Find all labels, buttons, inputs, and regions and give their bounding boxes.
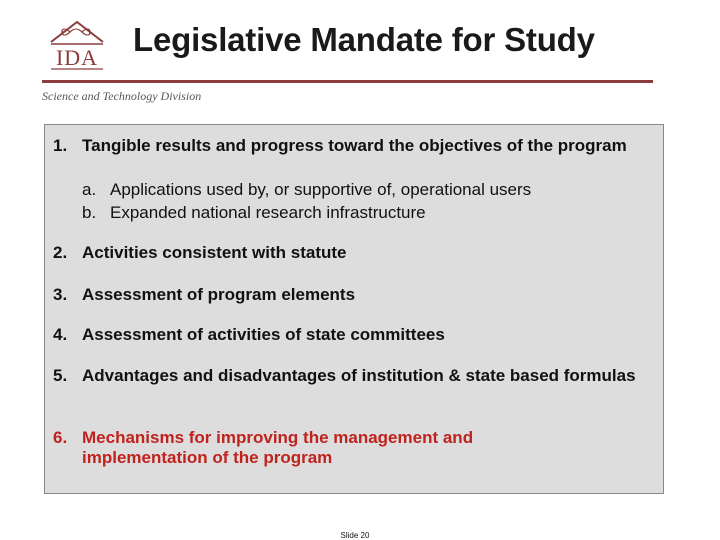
list-item-5 (53, 366, 653, 386)
item-number: 3. (53, 285, 68, 304)
item-text: Assessment of activities of state committees (82, 325, 445, 344)
list-item-4 (53, 325, 653, 345)
item-text: Tangible results and progress toward the objectives of the program (82, 136, 627, 155)
item-text: Mechanisms for improving the management and implementation of the program (82, 428, 474, 467)
subitem-1b (82, 203, 426, 223)
division-label: Science and Technology Division (42, 89, 202, 103)
list-item-6 (53, 428, 653, 468)
list-item-2 (53, 243, 653, 263)
subitem-letter: a. (82, 180, 97, 199)
logo-text: IDA (55, 45, 99, 70)
item-text: Activities consistent with statute (82, 243, 347, 262)
item-number: 5. (53, 366, 68, 385)
subitem-1a (82, 180, 531, 200)
item-text: Advantages and disadvantages of institution & state based formulas (82, 366, 636, 385)
list-item-3 (53, 285, 653, 305)
subitem-text: Applications used by, or supportive of, operational users (110, 180, 532, 199)
item-number: 4. (53, 325, 68, 344)
content-box (44, 124, 664, 494)
ida-logo (42, 18, 112, 72)
item-number: 1. (53, 136, 68, 155)
item-text: Assessment of program elements (82, 285, 356, 304)
list-item-1 (53, 136, 653, 156)
subitem-letter: b. (82, 203, 97, 222)
subitem-text: Expanded national research infrastructure (110, 203, 426, 222)
item-number: 2. (53, 243, 68, 262)
item-number: 6. (53, 428, 68, 447)
page-title: Legislative Mandate for Study (133, 21, 595, 58)
header-divider (42, 80, 653, 83)
slide-number: Slide 20 (340, 531, 370, 540)
